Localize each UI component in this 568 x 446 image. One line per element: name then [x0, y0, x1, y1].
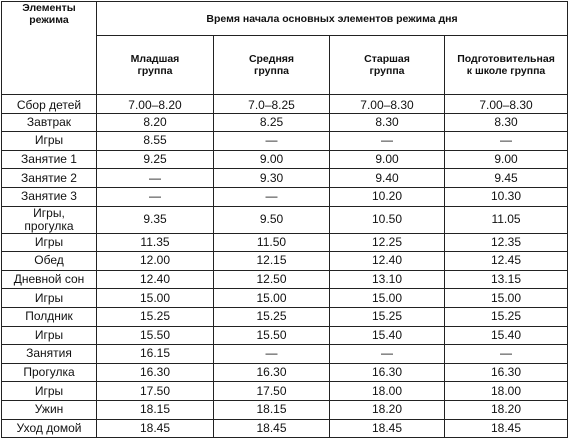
row-label	[2, 307, 97, 326]
time-cell: 15.50	[214, 326, 330, 345]
table-row	[2, 252, 568, 271]
row-label	[2, 113, 97, 132]
time-cell: 11.50	[214, 233, 330, 252]
time-cell: —	[445, 345, 568, 364]
row-label-text: Уход домой	[16, 420, 82, 435]
time-cell: 13.15	[445, 270, 568, 289]
time-cell: 12.25	[330, 233, 445, 252]
table-row	[2, 289, 568, 308]
time-cell: 15.40	[330, 326, 445, 345]
time-cell: 15.00	[445, 289, 568, 308]
time-cell: —	[97, 169, 214, 188]
time-cell: 12.00	[97, 252, 214, 271]
header-corner-line2: режима	[29, 14, 69, 26]
table-row	[2, 150, 568, 169]
row-label	[2, 400, 97, 419]
time-cell: 15.00	[214, 289, 330, 308]
time-cell: 18.20	[445, 400, 568, 419]
row-label-text: Занятие 3	[21, 189, 77, 204]
time-cell: 7.00–8.30	[445, 95, 568, 114]
time-cell: 15.40	[445, 326, 568, 345]
time-cell: 10.30	[445, 187, 568, 206]
table-row	[2, 419, 568, 438]
time-cell: 15.00	[330, 289, 445, 308]
time-cell: 9.45	[445, 169, 568, 188]
row-label	[2, 252, 97, 271]
header-group-preschool	[445, 36, 568, 95]
time-cell: 9.00	[445, 150, 568, 169]
time-cell: 13.10	[330, 270, 445, 289]
time-cell: 16.30	[214, 363, 330, 382]
time-cell: 15.25	[445, 307, 568, 326]
time-cell: —	[97, 187, 214, 206]
time-cell: 18.15	[214, 400, 330, 419]
row-label-text: Игры	[34, 327, 64, 342]
time-cell: 7.00–8.30	[330, 95, 445, 114]
time-cell: 7.00–8.20	[97, 95, 214, 114]
time-cell: 11.05	[445, 206, 568, 233]
time-cell: 11.35	[97, 233, 214, 252]
header-corner-line1: Элементы	[22, 2, 76, 14]
header-group-junior	[97, 36, 214, 95]
time-cell: 18.45	[330, 419, 445, 438]
row-label-text: Ужин	[34, 402, 64, 417]
time-cell: —	[214, 187, 330, 206]
row-label	[2, 363, 97, 382]
time-cell: 15.00	[97, 289, 214, 308]
row-label-text: Прогулка	[23, 365, 75, 380]
time-cell: 16.30	[97, 363, 214, 382]
row-label-text: Полдник	[25, 309, 73, 324]
header-group-line1: Младшая	[130, 53, 180, 65]
time-cell: 17.50	[214, 382, 330, 401]
time-cell: 8.20	[97, 113, 214, 132]
table-row	[2, 345, 568, 364]
time-cell: 10.50	[330, 206, 445, 233]
row-label-text: Сбор детей	[16, 97, 82, 112]
row-label-text-2: прогулка	[24, 218, 74, 233]
table-row	[2, 307, 568, 326]
header-group-line2: группа	[369, 65, 405, 77]
row-label-text: Игры	[34, 383, 64, 398]
header-group-senior	[330, 36, 445, 95]
row-label	[2, 326, 97, 345]
table-row	[2, 113, 568, 132]
time-cell: 12.45	[445, 252, 568, 271]
time-cell: 12.50	[214, 270, 330, 289]
time-cell: 8.25	[214, 113, 330, 132]
time-cell: —	[445, 132, 568, 151]
table-row	[2, 400, 568, 419]
time-cell: 9.00	[214, 150, 330, 169]
time-cell: 15.25	[97, 307, 214, 326]
time-cell: 12.15	[214, 252, 330, 271]
time-cell: 9.40	[330, 169, 445, 188]
time-cell: 17.50	[97, 382, 214, 401]
time-cell: 18.45	[97, 419, 214, 438]
time-cell: —	[330, 132, 445, 151]
time-cell: 9.25	[97, 150, 214, 169]
time-cell: 18.45	[445, 419, 568, 438]
time-cell: —	[214, 345, 330, 364]
table-row	[2, 382, 568, 401]
header-group-line1: Средняя	[248, 53, 295, 65]
header-group-line2: группа	[137, 65, 173, 77]
time-cell: 16.30	[330, 363, 445, 382]
time-cell: 16.30	[445, 363, 568, 382]
time-cell: 12.35	[445, 233, 568, 252]
row-label-text: Игры	[34, 290, 64, 305]
row-label	[2, 206, 97, 233]
time-cell: 9.35	[97, 206, 214, 233]
row-label	[2, 233, 97, 252]
row-label	[2, 132, 97, 151]
row-label	[2, 150, 97, 169]
time-cell: 9.00	[330, 150, 445, 169]
row-label-text: Игры	[34, 133, 64, 148]
table-row	[2, 169, 568, 188]
row-label-text: Игры,	[33, 205, 65, 220]
row-label-text: Занятие 2	[21, 170, 77, 185]
row-label	[2, 169, 97, 188]
time-cell: 18.00	[445, 382, 568, 401]
row-label-text: Занятия	[26, 346, 72, 361]
table-row	[2, 187, 568, 206]
table-body	[2, 95, 568, 438]
header-group-line1: Старшая	[364, 53, 410, 65]
row-label	[2, 270, 97, 289]
time-cell: 9.30	[214, 169, 330, 188]
row-label	[2, 382, 97, 401]
time-cell: 18.00	[330, 382, 445, 401]
row-label	[2, 95, 97, 114]
time-cell: 15.50	[97, 326, 214, 345]
header-group-line1: Подготовительная	[457, 53, 555, 65]
time-cell: 15.25	[214, 307, 330, 326]
row-label	[2, 289, 97, 308]
header-regime-elements	[2, 2, 97, 95]
time-cell: —	[330, 345, 445, 364]
row-label	[2, 419, 97, 438]
table-header	[2, 2, 568, 95]
header-group-line2: группа	[253, 65, 289, 77]
time-cell: 15.25	[330, 307, 445, 326]
table-row	[2, 95, 568, 114]
table-row	[2, 270, 568, 289]
table-row	[2, 206, 568, 233]
time-cell: 10.20	[330, 187, 445, 206]
table-row	[2, 233, 568, 252]
table-row	[2, 132, 568, 151]
time-cell: 7.0–8.25	[214, 95, 330, 114]
schedule-sheet	[1, 1, 567, 444]
time-cell: 8.30	[330, 113, 445, 132]
time-cell: 8.55	[97, 132, 214, 151]
time-cell: 8.30	[445, 113, 568, 132]
time-cell: 12.40	[330, 252, 445, 271]
time-cell: 18.20	[330, 400, 445, 419]
time-cell: 18.45	[214, 419, 330, 438]
row-label-text: Игры	[34, 234, 64, 249]
table-row	[2, 326, 568, 345]
daily-schedule-table	[1, 1, 568, 438]
time-cell: 12.40	[97, 270, 214, 289]
row-label-text: Обед	[34, 253, 64, 268]
time-cell: 16.15	[97, 345, 214, 364]
time-cell: 18.15	[97, 400, 214, 419]
time-cell: —	[214, 132, 330, 151]
row-label	[2, 187, 97, 206]
row-label-text: Завтрак	[26, 114, 72, 129]
row-label-text: Занятие 1	[21, 152, 77, 167]
header-start-time-title: Время начала основных элементов режима дня	[97, 2, 568, 36]
header-group-line2: к школе группа	[466, 65, 546, 77]
time-cell: 9.50	[214, 206, 330, 233]
row-label-text: Дневной сон	[13, 272, 85, 287]
table-row	[2, 363, 568, 382]
row-label	[2, 345, 97, 364]
header-group-middle	[214, 36, 330, 95]
